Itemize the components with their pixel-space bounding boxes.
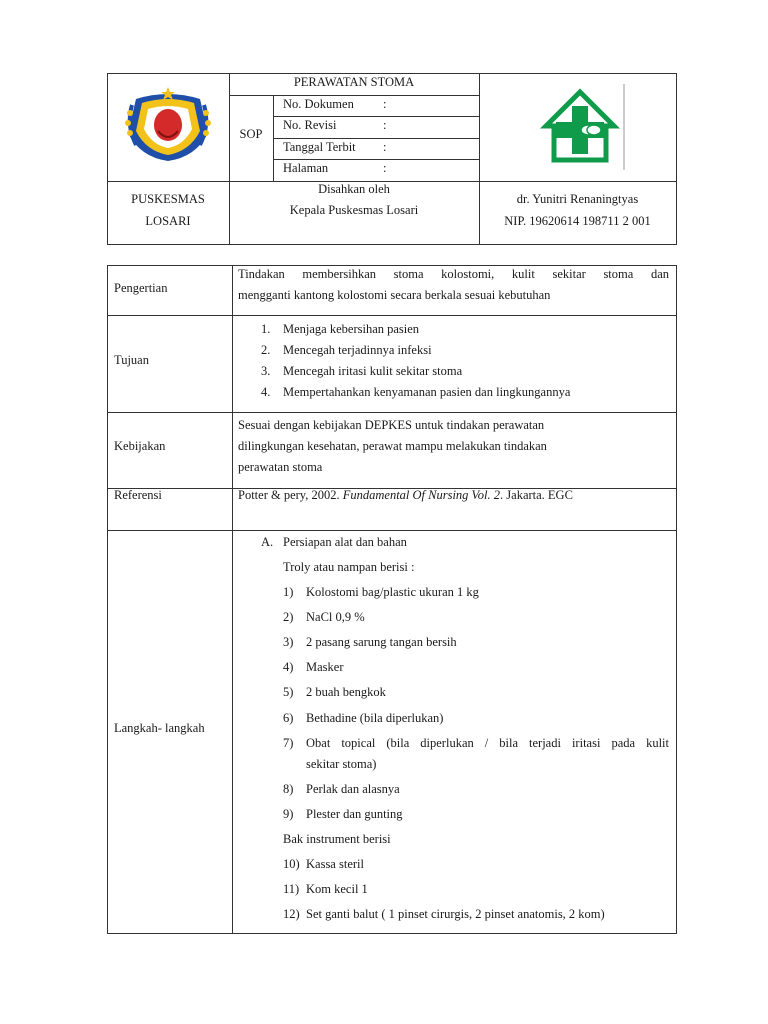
approved-by-title: Kepala Puskesmas Losari [289, 203, 419, 217]
list-item: Set ganti balut ( 1 pinset cirurgis, 2 pinset anatomis, 2 kom) [306, 907, 605, 921]
bak-intro: Bak instrument berisi [283, 832, 391, 846]
referensi-title: Fundamental Of Nursing Vol. 2 [342, 488, 501, 502]
list-item-continuation: sekitar stoma) [306, 757, 377, 771]
sop-label: SOP [239, 127, 263, 141]
list-item-num: 12) [283, 907, 300, 921]
approved-by-label: Disahkan oleh [318, 182, 390, 196]
list-item-num: 5) [283, 685, 294, 699]
referensi-prefix: Potter & pery, 2002. [238, 488, 343, 502]
list-item-num: 1) [283, 585, 294, 599]
subheading-num: A. [261, 535, 274, 549]
field-label-no-revisi: No. Revisi [283, 118, 337, 132]
list-item-num: 2. [261, 343, 271, 357]
list-item: Perlak dan alasnya [306, 782, 400, 796]
kebijakan-line: Sesuai dengan kebijakan DEPKES untuk tindakan perawatan [238, 418, 545, 432]
section-label-referensi: Referensi [114, 488, 162, 502]
list-item: Bethadine (bila diperlukan) [306, 711, 444, 725]
list-item-num: 3. [261, 364, 271, 378]
section-label-pengertian: Pengertian [114, 281, 168, 295]
list-item-num: 2) [283, 610, 294, 624]
section-label-langkah: Langkah- langkah [114, 721, 205, 735]
list-item-num: 7) [283, 736, 294, 750]
org-name-line2: LOSARI [145, 214, 191, 228]
list-item-num: 4) [283, 660, 294, 674]
kebijakan-line: perawatan stoma [238, 460, 323, 474]
list-item: Kassa steril [306, 857, 364, 871]
regency-crest-icon [118, 85, 218, 165]
referensi-suffix: . Jakarta. EGC [500, 488, 573, 502]
list-item: 2 buah bengkok [306, 685, 386, 699]
list-item-num: 11) [283, 882, 300, 896]
list-item-num: 4. [261, 385, 271, 399]
field-label-tanggal-terbit: Tanggal Terbit [283, 140, 356, 154]
referensi-text [238, 489, 573, 502]
list-item: Mencegah iritasi kulit sekitar stoma [283, 364, 463, 378]
list-item-num: 1. [261, 322, 271, 336]
list-item: Menjaga kebersihan pasien [283, 322, 420, 336]
list-item: Mempertahankan kenyamanan pasien dan lingkungannya [283, 385, 571, 399]
subheading: Persiapan alat dan bahan [283, 535, 407, 549]
pengertian-line: mengganti kantong kolostomi secara berkala sesuai kebutuhan [238, 288, 551, 302]
list-item: Plester dan gunting [306, 807, 403, 821]
signer-name: dr. Yunitri Renaningtyas [516, 192, 639, 206]
list-item: Mencegah terjadinnya infeksi [283, 343, 432, 357]
pengertian-line: Tindakan membersihkan stoma kolostomi, kulit sekitar stoma dan [238, 267, 669, 281]
list-item: Kom kecil 1 [306, 882, 368, 896]
puskesmas-cross-logo-icon [532, 84, 628, 170]
troly-intro: Troly atau nampan berisi : [283, 560, 415, 574]
list-item-num: 3) [283, 635, 294, 649]
list-item-num: 10) [283, 857, 300, 871]
list-item-num: 6) [283, 711, 294, 725]
field-label-halaman: Halaman [283, 161, 329, 175]
page-title: PERAWATAN STOMA [293, 75, 415, 89]
list-item: NaCl 0,9 % [306, 610, 365, 624]
section-label-tujuan: Tujuan [114, 353, 149, 367]
signer-nip: NIP. 19620614 198711 2 001 [504, 214, 651, 228]
kebijakan-line: dilingkungan kesehatan, perawat mampu melakukan tindakan [238, 439, 547, 453]
org-name-line1: PUSKESMAS [131, 192, 205, 206]
list-item-num: 8) [283, 782, 294, 796]
section-label-kebijakan: Kebijakan [114, 439, 166, 453]
list-item: Masker [306, 660, 344, 674]
field-sep: : [383, 97, 387, 111]
list-item: 2 pasang sarung tangan bersih [306, 635, 457, 649]
field-sep: : [383, 140, 387, 154]
list-item-num: 9) [283, 807, 294, 821]
field-label-no-dokumen: No. Dokumen [283, 97, 354, 111]
list-item: Obat topical (bila diperlukan / bila terjadi iritasi pada kulit [306, 736, 669, 750]
list-item: Kolostomi bag/plastic ukuran 1 kg [306, 585, 479, 599]
field-sep: : [383, 161, 387, 175]
field-sep: : [383, 118, 387, 132]
